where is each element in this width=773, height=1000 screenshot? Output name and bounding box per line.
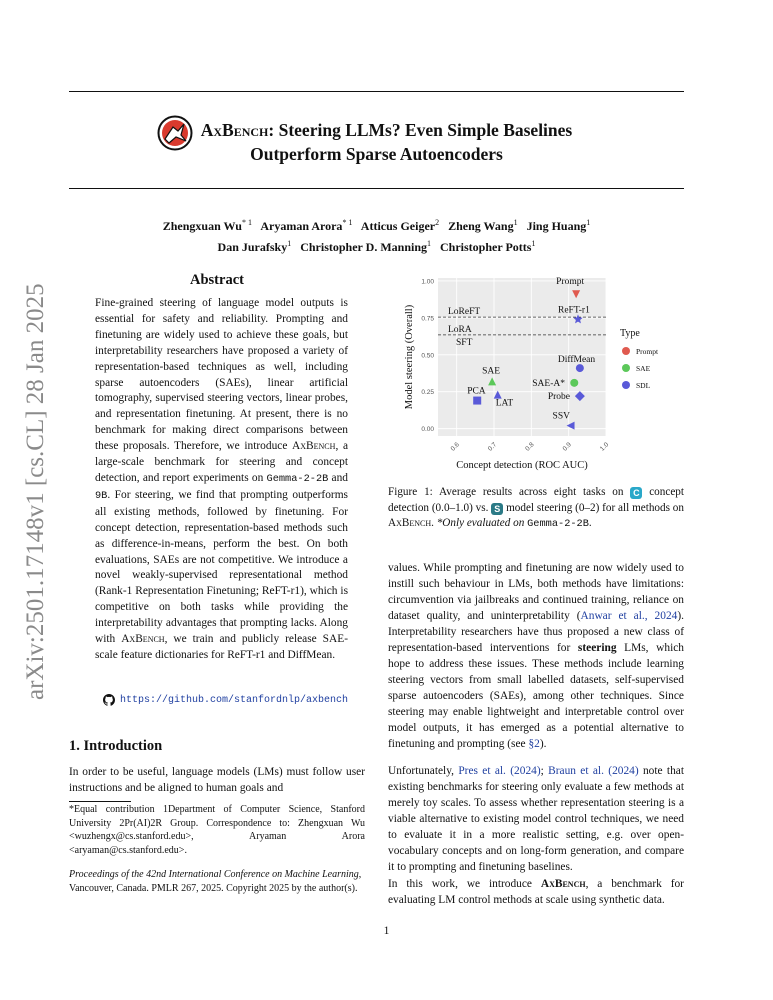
x-tick-label: 0.6 <box>449 441 461 453</box>
author-list: Zhengxuan Wu$^{* 1}$ Aryaman Arora$^{* 1}$ Atticus Geiger$^2$ Zheng Wang$^1$ Jing Huang$^1$ Dan Jurafsky$^1$ Christopher D. Manning$^1$ Christopher Potts$^1$ <box>162 218 591 254</box>
title-bottom-rule <box>69 188 684 189</box>
section-heading-introduction: 1. Introduction <box>69 738 163 754</box>
footnote-rule <box>69 801 131 802</box>
right-paragraph-2: Unfortunately, Pres et al. (2024); Braun et al. (2024) note that existing benchmarks for steering only evaluate a few methods at merely toy scales. To assess whether representation steering is a viable alternative to existing model control techniques, we need to evaluate it in a more realistic setting, e.g. over open-vocabulary concepts and on long-form generation, and compare it to prompting and finetuning baselines. <box>388 765 685 873</box>
data-point-label: SAE-A* <box>532 378 566 389</box>
legend-swatch <box>622 381 630 389</box>
y-tick-label: 0.00 <box>421 426 434 434</box>
data-point-label: Probe <box>547 392 571 403</box>
data-point-label: LAT <box>495 398 514 409</box>
citation-pres[interactable]: Pres et al. <box>458 765 506 777</box>
y-axis-label: Model steering (Overall) <box>404 304 415 410</box>
legend-swatch <box>622 347 630 355</box>
y-tick-label: 0.75 <box>421 315 434 323</box>
top-rule <box>69 91 684 92</box>
github-link-row[interactable] <box>103 694 348 706</box>
citation-anwar[interactable]: Anwar et al., 2024 <box>580 610 678 622</box>
right-paragraph-3: In this work, we introduce AxBench, a benchmark for evaluating LM control methods at scale using synthetic data. <box>388 878 684 906</box>
y-tick-label: 0.25 <box>421 389 434 397</box>
legend-label: SDL <box>636 381 651 390</box>
figure-caption: Figure 1: Average results across eight tasks on C concept detection (0.0–1.0) vs. S model steering (0–2) for all methods on AxBench. *Only evaluated on Gemma-2-2B. <box>388 486 684 530</box>
right-paragraph-1: values. While prompting and finetuning are now widely used to instill such behaviour in LMs, both methods have limitations: circumvention via jailbreaks and continued training, reliance on dataset quality, and uninterpretability (Anwar et al., 2024). Interpretability researchers have thus proposed a new class of representation-based interventions for steering LMs, which hope to address these issues. These methods include learning steering vectors from small labelled datasets, self-supervised sparse autoencoders (SAEs), among other techniques. Since steering may enable lightweight and interpretable control over model outputs, it has emerged as a potential alternative to finetuning and prompting (see §2). <box>388 562 684 750</box>
concept-badge: C <box>630 487 642 499</box>
section-link-2[interactable]: §2 <box>528 738 540 750</box>
paper-title: AxBench: Steering LLMs? Even Simple Baselines Outperform Sparse Autoencoders <box>200 120 573 164</box>
data-point <box>473 397 481 405</box>
x-tick-label: 0.8 <box>524 441 536 453</box>
data-point-label: PCA <box>467 386 486 397</box>
legend-title: Type <box>620 328 640 339</box>
footnote: *Equal contribution 1Department of Computer Science, Stanford University 2Pr(AI)2R Group. Correspondence to: Zhengxuan Wu <wuzhengx@cs.stanford.edu>, Aryaman Arora <aryaman@cs.stanford.edu>. <box>69 804 365 857</box>
data-point <box>576 364 584 372</box>
reference-line-label: LoRA <box>448 324 472 335</box>
x-tick-label: 0.7 <box>486 441 499 453</box>
data-point-label: SSV <box>552 411 570 422</box>
citation-pres-year[interactable]: (2024) <box>510 765 541 777</box>
y-tick-label: 0.50 <box>421 352 434 360</box>
legend-label: Prompt <box>636 347 659 356</box>
reference-line-label: LoReFT <box>448 307 481 318</box>
data-point-label: DiffMean <box>557 355 596 366</box>
steering-badge: S <box>491 503 503 515</box>
x-tick-label: 0.9 <box>561 441 573 453</box>
proceedings-note: Proceedings of the 42nd International Conference on Machine Learning, Vancouver, Canada. PMLR 267, 2025. Copyright 2025 by the author(s). <box>69 869 362 894</box>
arxiv-identifier: arXiv:2501.17148v1 [cs.CL] 28 Jan 2025 <box>22 283 49 700</box>
citation-braun-year[interactable]: (2024) <box>608 765 639 777</box>
data-point <box>570 379 578 387</box>
data-point-label: SAE <box>482 366 501 377</box>
github-url[interactable]: https://github.com/stanfordnlp/axbench <box>120 694 349 706</box>
abstract-heading: Abstract <box>190 272 244 288</box>
citation-braun[interactable]: Braun et al. <box>548 765 604 777</box>
reference-label: SFT <box>456 338 473 349</box>
data-point-label: ReFT-r1 <box>558 305 590 316</box>
x-axis-label: Concept detection (ROC AUC) <box>456 460 588 471</box>
scatter-chart <box>400 272 690 472</box>
legend-swatch <box>622 364 630 372</box>
abstract-text: Fine-grained steering of language model outputs is essential for safety and reliability. Prompting and finetuning are widely used to achieve these goals, but interpretability researchers have proposed a variety of representation-based techniques as well, including sparse autoencoders (SAEs), linear artificial tomography, supervised steering vectors, linear probes, and representation finetuning. At present, there is no benchmark for making direct comparisons between these proposals. Therefore, we introduce AxBench, a large-scale benchmark for steering and concept detection, and report experiments on Gemma-2-2B and 9B. For steering, we find that prompting outperforms all existing methods, followed by finetuning. For concept detection, representation-based methods such as difference-in-means, perform the best. On both evaluations, SAEs are not competitive. We introduce a novel weakly-supervised representational method (Rank-1 Representation Finetuning; ReFT-r1), which is competitive on both tasks while providing the interpretability advantages that prompting lacks. Along with AxBench, we train and publicly release SAE-scale feature dictionaries for ReFT-r1 and DiffMean. <box>95 297 348 661</box>
y-tick-label: 1.00 <box>421 278 434 286</box>
intro-text: In order to be useful, language models (LMs) must follow user instructions and be aligned to human goals and <box>69 766 365 794</box>
page-number: 1 <box>383 925 390 937</box>
data-point-label: Prompt <box>556 277 585 288</box>
x-tick-label: 1.0 <box>598 441 611 453</box>
github-icon <box>103 694 115 706</box>
legend-label: SAE <box>636 364 651 373</box>
